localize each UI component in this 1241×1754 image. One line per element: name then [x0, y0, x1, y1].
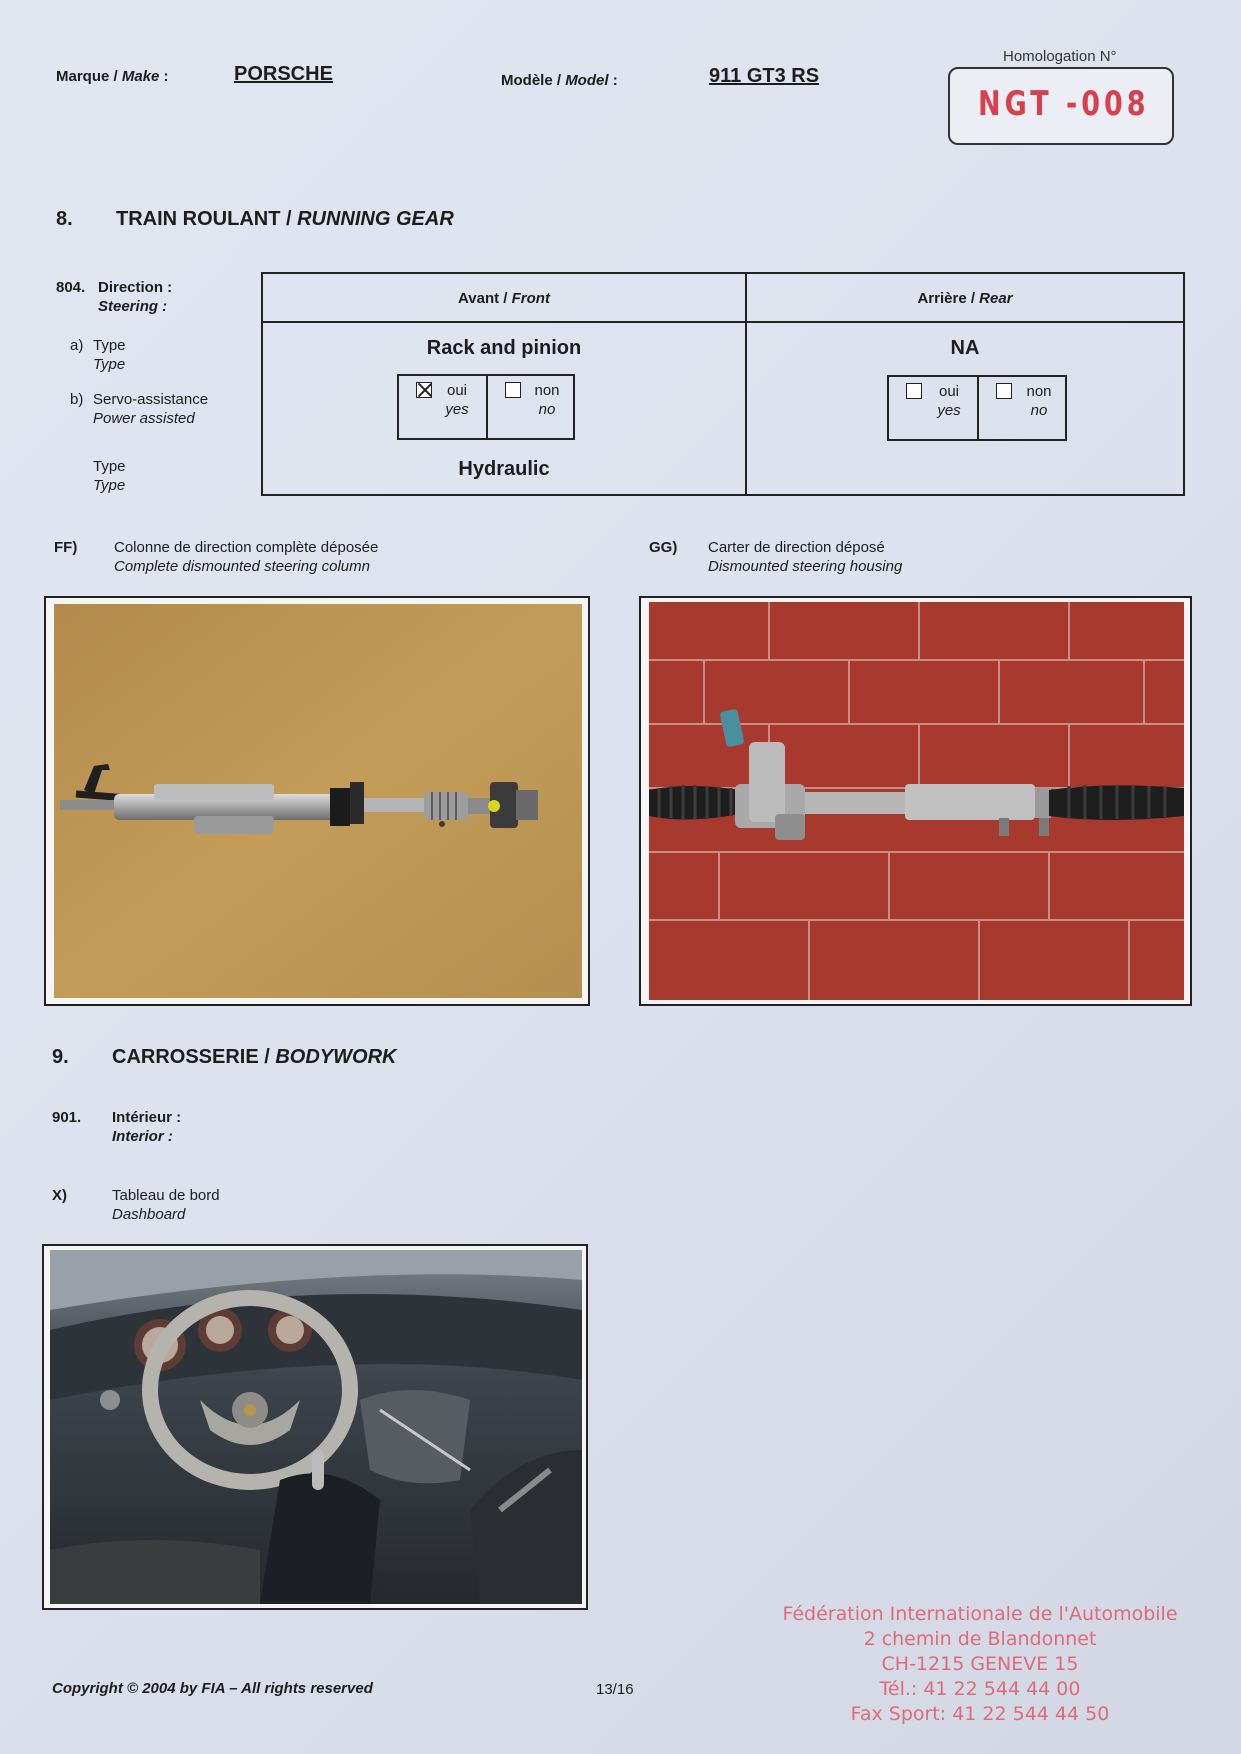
rear-yes-fr: oui: [938, 383, 960, 400]
front-no-fr: non: [534, 382, 560, 399]
rear-no-en: no: [1030, 402, 1048, 419]
fia-city: CH-1215 GENEVE 15: [881, 1653, 1079, 1675]
section-8-title: TRAIN ROULANT / RUNNING GEAR: [116, 208, 454, 230]
rear-type: NA: [950, 337, 980, 359]
front-no-en: no: [538, 401, 556, 418]
item-804-number: 804.: [56, 279, 86, 296]
photo-gg-fr: Carter de direction déposé: [708, 539, 885, 556]
model-label: Modèle / Model :: [501, 72, 618, 89]
rear-yes-en: yes: [937, 402, 961, 419]
front-type: Rack and pinion: [426, 337, 582, 359]
front-yes-en: yes: [445, 401, 469, 418]
make-label: Marque / Make :: [56, 68, 169, 85]
table-divider-horizontal: [263, 321, 1183, 323]
photo-gg-code: GG): [649, 539, 678, 556]
item-b-en: Power assisted: [93, 410, 195, 427]
option-divider: [486, 376, 488, 438]
photo-ff-en: Complete dismounted steering column: [114, 558, 370, 575]
photo-gg-en: Dismounted steering housing: [708, 558, 903, 575]
photo-steering-housing: [649, 602, 1184, 1000]
photo-steering-column: [54, 604, 582, 998]
photo-x-fr: Tableau de bord: [112, 1187, 220, 1204]
item-a-en: Type: [93, 356, 126, 373]
item-804-fr: Direction :: [98, 279, 173, 296]
fia-stamp: [770, 1602, 1190, 1727]
front-header: Avant / Front: [458, 290, 550, 307]
photo-gg-frame: [639, 596, 1192, 1006]
photo-ff-code: FF): [54, 539, 78, 556]
item-type-fr: Type: [93, 458, 126, 475]
item-804-en: Steering :: [98, 298, 168, 315]
front-power-assisted-options: [397, 374, 575, 440]
model-value: 911 GT3 RS: [709, 65, 820, 87]
footer-page-number: 13/16: [596, 1681, 634, 1698]
make-value: PORSCHE: [234, 63, 333, 85]
item-901-number: 901.: [52, 1109, 82, 1126]
steering-table: [261, 272, 1185, 496]
front-yes-checkbox[interactable]: [416, 382, 432, 398]
section-8-number: 8.: [56, 208, 73, 230]
item-a-fr: Type: [93, 337, 126, 354]
front-yes-fr: oui: [446, 382, 468, 399]
item-b-fr: Servo-assistance: [93, 391, 209, 408]
item-type-en: Type: [93, 477, 126, 494]
fia-phone: Tél.: 41 22 544 44 00: [879, 1678, 1081, 1700]
item-901-en: Interior :: [112, 1128, 173, 1145]
option-divider: [977, 377, 979, 439]
item-901-fr: Intérieur :: [112, 1109, 182, 1126]
photo-x-en: Dashboard: [112, 1206, 186, 1223]
section-9-title: CARROSSERIE / BODYWORK: [112, 1046, 397, 1068]
photo-ff-fr: Colonne de direction complète déposée: [114, 539, 379, 556]
rear-power-assisted-options: [887, 375, 1067, 441]
photo-x-frame: [42, 1244, 588, 1610]
photo-dashboard: [50, 1250, 582, 1604]
front-servo-type: Hydraulic: [458, 458, 550, 480]
rear-no-checkbox[interactable]: [996, 383, 1012, 399]
homologation-stamp: NGT -008: [978, 84, 1150, 125]
fia-name: Fédération Internationale de l'Automobile: [782, 1603, 1178, 1625]
rear-yes-checkbox[interactable]: [906, 383, 922, 399]
fia-fax: Fax Sport: 41 22 544 44 50: [850, 1703, 1110, 1725]
rear-header: Arrière / Rear: [917, 290, 1013, 307]
item-b-label: b): [70, 391, 84, 408]
footer-copyright: Copyright © 2004 by FIA – All rights reserved: [52, 1680, 373, 1697]
front-no-checkbox[interactable]: [505, 382, 521, 398]
photo-ff-frame: [44, 596, 590, 1006]
rear-no-fr: non: [1026, 383, 1052, 400]
fia-street: 2 chemin de Blandonnet: [863, 1628, 1097, 1650]
section-9-number: 9.: [52, 1046, 69, 1068]
item-a-label: a): [70, 337, 84, 354]
homologation-box: [948, 67, 1174, 145]
photo-x-code: X): [52, 1187, 67, 1204]
homologation-label: Homologation N°: [1003, 48, 1117, 65]
